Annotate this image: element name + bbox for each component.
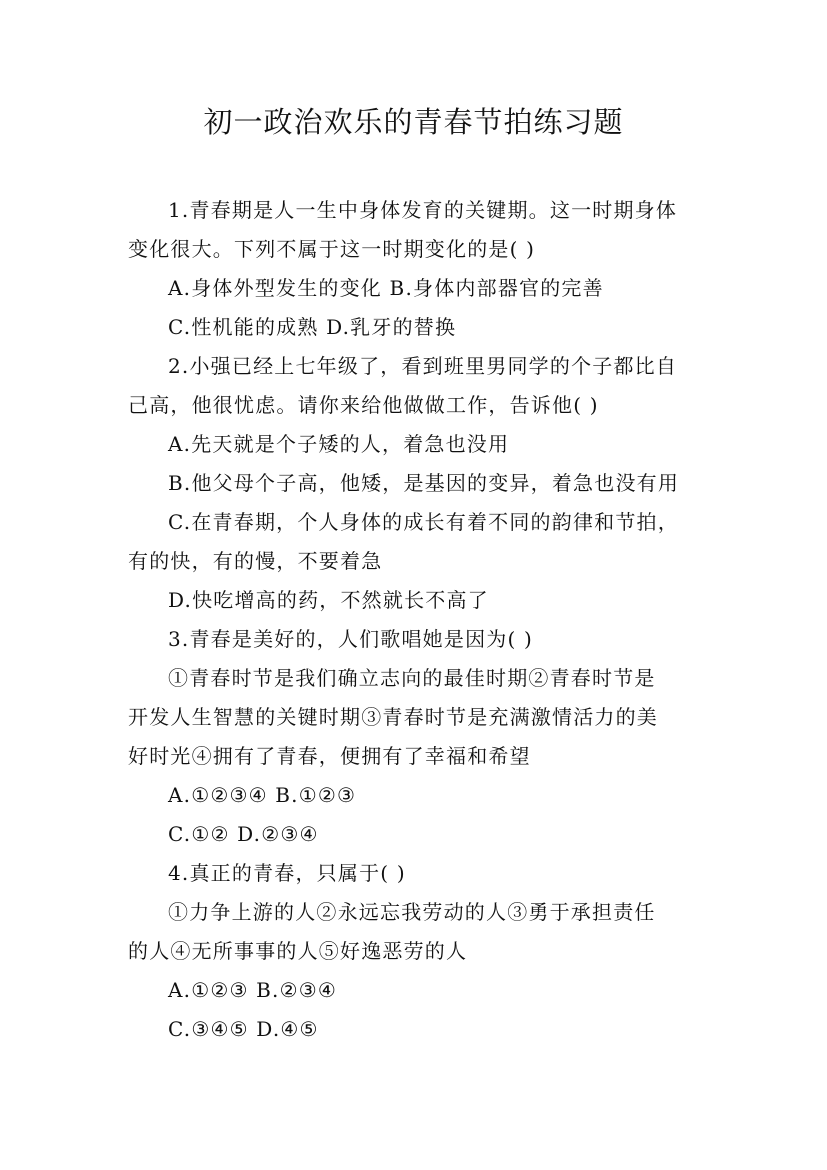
question-1-line-1: 1.青春期是人一生中身体发育的关键期。这一时期身体 xyxy=(168,198,678,222)
document-title: 初一政治欢乐的青春节拍练习题 xyxy=(203,105,624,139)
question-2-option-c-line-2: 有的快，有的慢，不要着急 xyxy=(128,549,383,573)
question-2-option-a: A.先天就是个子矮的人，着急也没用 xyxy=(168,432,510,456)
document-body xyxy=(128,191,706,1049)
question-3-statements-line-2: 开发人生智慧的关键时期③青春时节是充满激情活力的美 xyxy=(128,705,658,729)
question-3-statements-line-1: ①青春时节是我们确立志向的最佳时期②青春时节是 xyxy=(168,666,656,690)
question-4-options-cd: C.③④⑤ D.④⑤ xyxy=(168,1017,319,1041)
question-2-option-b: B.他父母个子高，他矮，是基因的变异，着急也没有用 xyxy=(168,471,680,495)
question-2-line-1: 2.小强已经上七年级了，看到班里男同学的个子都比自 xyxy=(168,354,678,378)
question-4-statements-line-1: ①力争上游的人②永远忘我劳动的人③勇于承担责任 xyxy=(168,900,656,924)
question-1-options-ab: A.身体外型发生的变化 B.身体内部器官的完善 xyxy=(168,276,604,300)
question-2-option-d: D.快吃增高的药，不然就长不高了 xyxy=(168,588,489,612)
question-2-line-2: 己高，他很忧虑。请你来给他做做工作，告诉他( ) xyxy=(128,393,599,417)
question-2-option-c-line-1: C.在青春期，个人身体的成长有着不同的韵律和节拍， xyxy=(168,510,679,534)
question-1-line-2: 变化很大。下列不属于这一时期变化的是( ) xyxy=(128,237,536,261)
question-3-options-ab: A.①②③④ B.①②③ xyxy=(168,783,357,807)
question-4-stem: 4.真正的青春，只属于( ) xyxy=(168,861,406,885)
question-4-options-ab: A.①②③ B.②③④ xyxy=(168,978,337,1002)
question-3-statements-line-3: 好时光④拥有了青春，便拥有了幸福和希望 xyxy=(128,744,531,768)
question-1-options-cd: C.性机能的成熟 D.乳牙的替换 xyxy=(168,315,457,339)
question-4-statements-line-2: 的人④无所事事的人⑤好逸恶劳的人 xyxy=(128,939,468,963)
question-3-options-cd: C.①② D.②③④ xyxy=(168,822,319,846)
question-3-stem: 3.青春是美好的，人们歌唱她是因为( ) xyxy=(168,627,534,651)
